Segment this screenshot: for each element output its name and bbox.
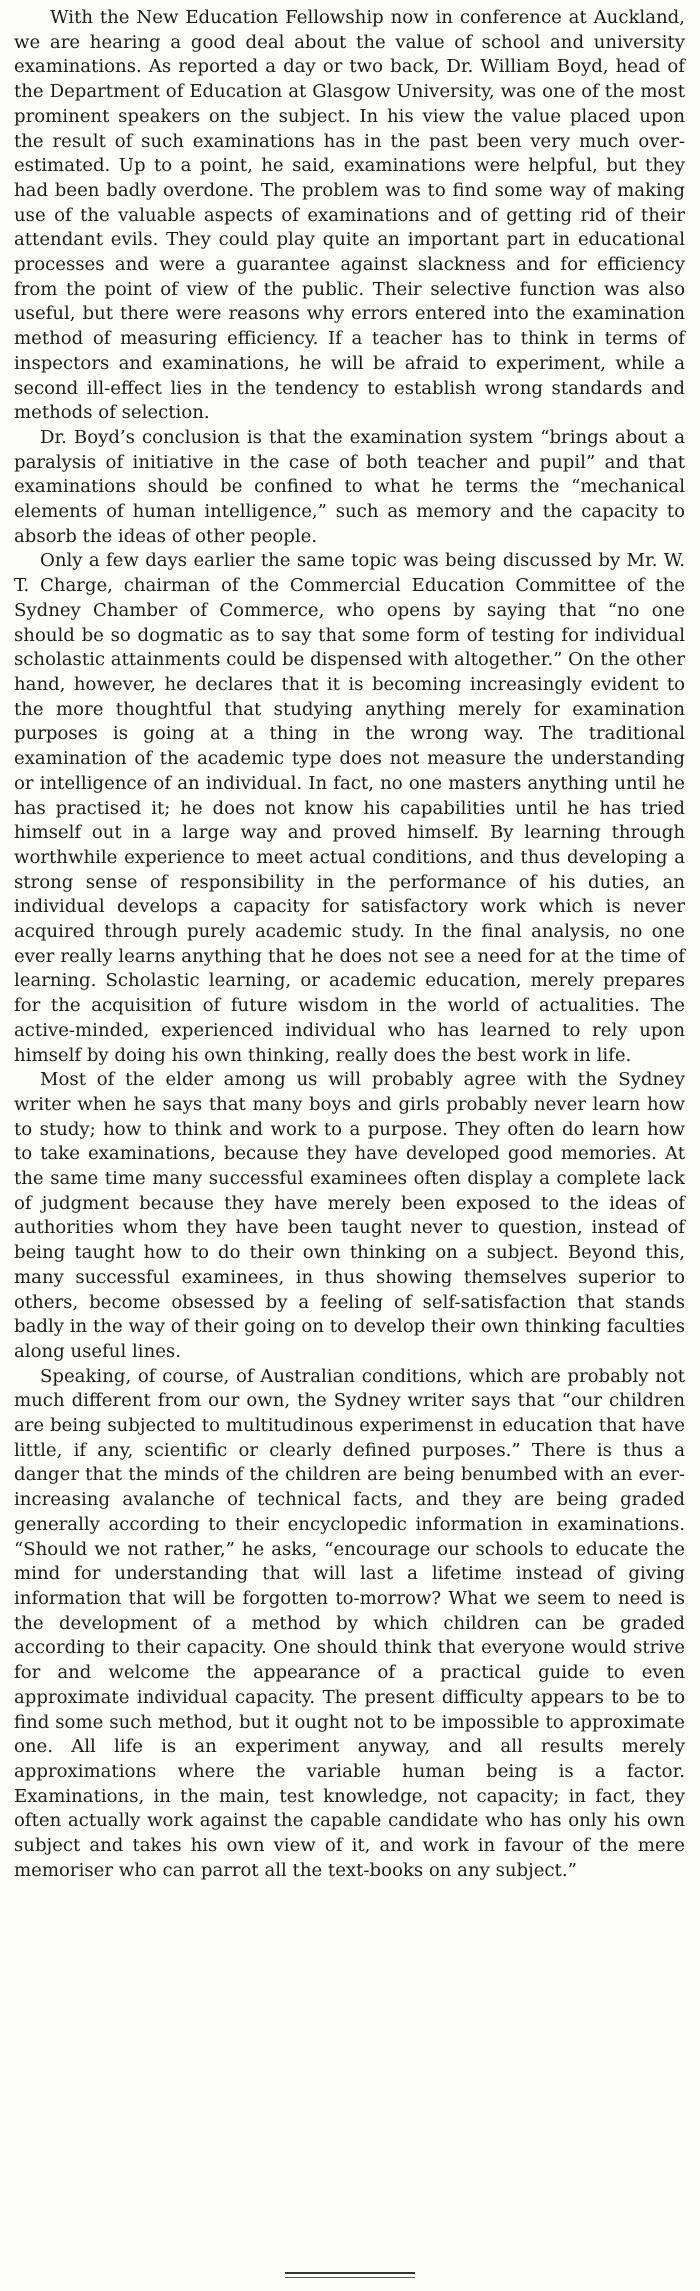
article-paragraph-5: Speaking, of course, of Australian conditions, which are probably not much different from our own, the Sydney writer says that “our children are being subjected to multitudinous experimenst in education that have little, if any, scientific or clearly defined purposes.” There is thus a danger that the minds of the children are being benumbed with an ever-increasing avalanche of technical facts, and they are being graded generally according to their encyclopedic information in examinations. “Should we not rather,” he asks, “encourage our schools to educate the mind for understanding that will last a lifetime instead of giving information that will be forgotten to-morrow? What we seem to need is the development of a method by which children can be graded according to their capacity. One should think that everyone would strive for and welcome the appearance of a practical guide to even approximate individual capacity. The present difficulty appears to be to find some such method, but it ought not to be impossible to approximate one. All life is an experiment anyway, and all results merely approximations where the variable human being is a factor. Examinations, in the main, test knowledge, not capacity; in fact, they often actually work against the capable candidate who has only his own subject and takes his own view of it, and work in favour of the mere memoriser who can parrot all the text-books on any subject.” [14,1365,685,1881]
article-paragraph-4: Most of the elder among us will probably agree with the Sydney writer when he says that many boys and girls probably never learn how to study; how to think and work to a purpose. They often do learn how to take examinations, because they have developed good memories. At the same time many successful examinees often display a complete lack of judgment because they have merely been exposed to the ideas of authorities whom they have been taught never to question, instead of being taught how to do their own thinking on a subject. Beyond this, many successful examinees, in thus showing themselves superior to others, become obsessed by a feeling of self-satisfaction that stands badly in the way of their going on to develop their own thinking faculties along useful lines. [14,1069,685,1362]
article-paragraph-2: Dr. Boyd’s conclusion is that the examination system “brings about a paralysis of initiative in the case of both teacher and pupil” and that examinations should be confined to what he terms the “mechanical elements of human intelligence,” such as memory and the capacity to absorb the ideas of other people. [14,426,685,547]
article-paragraph-3: Only a few days earlier the same topic was being discussed by Mr. W. T. Charge, chairman of the Commercial Education Committee of the Sydney Chamber of Commerce, who opens by saying that “no one should be so dogmatic as to say that some form of testing for individual scholastic attainments could be dispensed with altogether.” On the other hand, however, he declares that it is becoming increasingly evident to the more thoughtful that studying anything merely for examination purposes is going at a thing in the wrong way. The traditional examination of the academic type does not measure the understanding or intelligence of an individual. In fact, no one masters anything until he has practised it; he does not know his capabilities until he has tried himself out in a large way and proved himself. By learning through worthwhile experience to meet actual conditions, and thus developing a strong sense of responsibility in the performance of his duties, an individual develops a capacity for satisfactory work which is never acquired through purely academic study. In the final analysis, no one ever really learns anything that he does not see a need for at the time of learning. Scholastic learning, or academic education, merely prepares for the acquisition of future wisdom in the world of actualities. The active-minded, experienced individual who has learned to rely upon himself by doing his own thinking, really does the best work in life. [14,550,685,1066]
end-of-article-rule [285,2272,415,2278]
article-paragraph-1: With the New Education Fellowship now in conference at Auckland, we are hearing a good deal about the value of school and university examinations. As reported a day or two back, Dr. William Boyd, head of the Department of Education at Glasgow University, was one of the most prominent speakers on the subject. In his view the value placed upon the result of such examinations has in the past been very much over-estimated. Up to a point, he said, examinations were helpful, but they had been badly overdone. The problem was to find some way of making use of the valuable aspects of examinations and of getting rid of their attendant evils. They could play quite an important part in educational processes and were a guarantee against slackness and for efficiency from the point of view of the public. Their selective function was also useful, but there were reasons why errors entered into the examination method of measuring efficiency. If a teacher has to think in terms of inspectors and examinations, he will be afraid to experiment, while a second ill-effect lies in the tendency to establish wrong standards and methods of selection. [14,7,685,424]
article-column [14,6,685,1883]
